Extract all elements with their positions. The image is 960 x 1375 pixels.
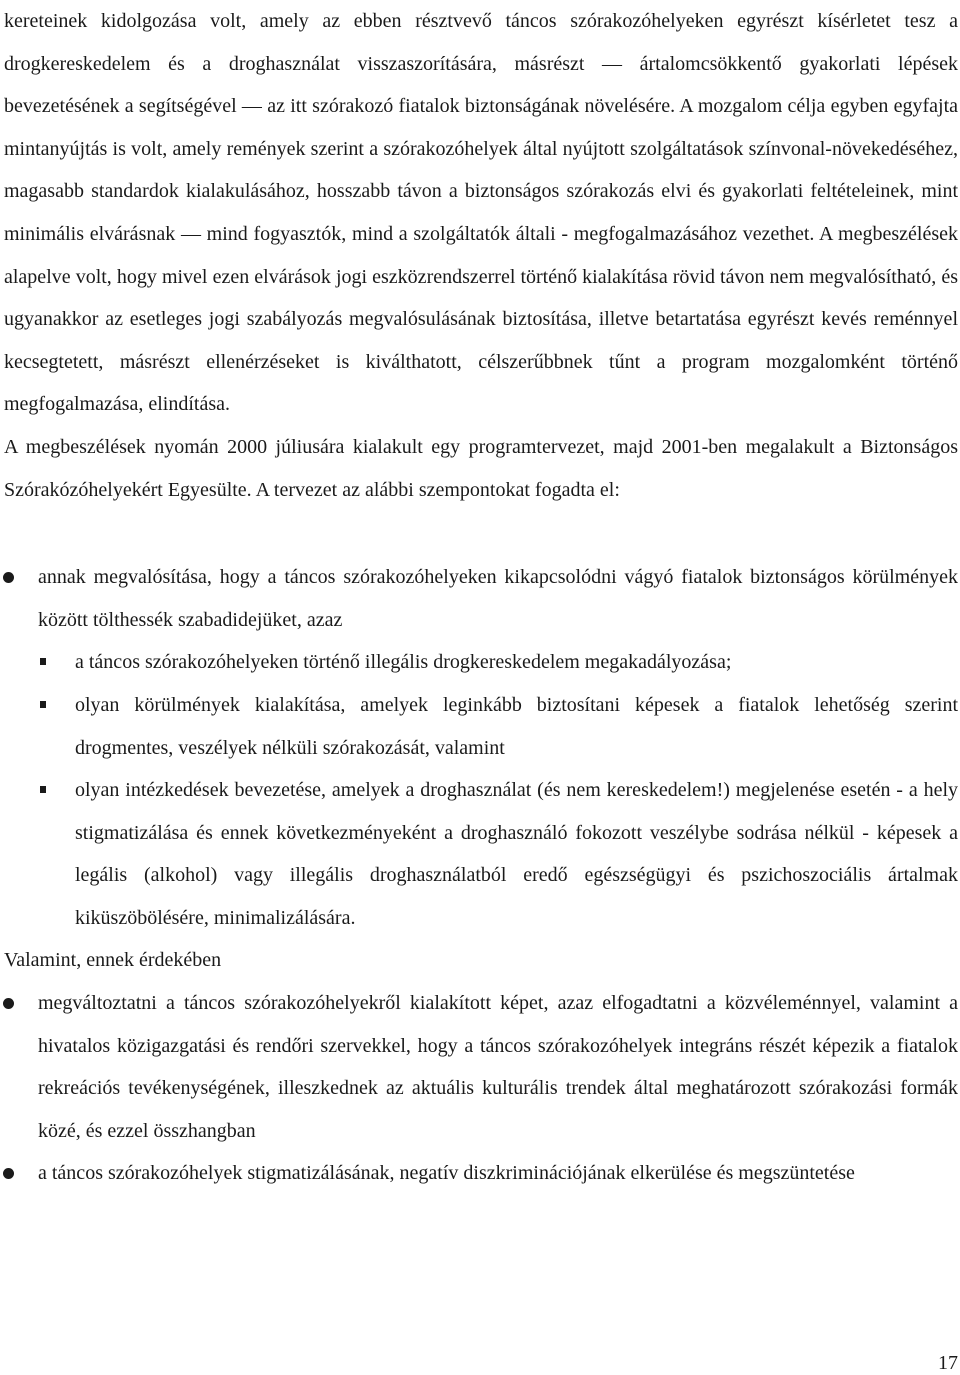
goals-list xyxy=(4,982,958,1195)
list-item-text: a táncos szórakozóhelyek stigmatizálásának, negatív diszkriminációjának elkerülése és megszüntetése xyxy=(38,1162,855,1185)
square-bullet-icon xyxy=(40,786,46,793)
page-number: 17 xyxy=(938,1352,958,1374)
paragraph-program: A megbeszélések nyomán 2000 júliusára kialakult egy programtervezet, majd 2001-ben megalakult a Biztonságos Szórakózóhelyekért Egyesülte. A tervezet az alábbi szempontokat fogadta el: xyxy=(4,435,958,501)
sub-list-item xyxy=(4,684,958,769)
square-bullet-icon xyxy=(40,701,46,708)
list-item xyxy=(4,1152,958,1195)
criteria-list xyxy=(4,556,958,939)
paragraph-intro: kereteinek kidolgozása volt, amely az ebben résztvevő táncos szórakozóhelyeken egyrészt kísérletet tesz a drogkereskedelem és a droghasználat visszaszorítására, másrészt ― ártalomcsökkentő gyakorlati lépések bevezetésének a segítségével ― az itt szórakozó fiatalok biztonságának növelésére. A mozgalom célja egyben egyfajta mintanyújtás is volt, amely remények szerint a szórakozóhelyek által nyújtott szolgáltatások színvonal-növekedéséhez, magasabb standardok kialakulásához, hosszabb távon a biztonságos szórakozás elvi és gyakorlati feltételeinek, mint minimális elvárásnak ― mind fogyasztók, mind a szolgáltatók általi - megfogalmazásához vezethet. A megbeszélések alapelve volt, hogy mivel ezen elvárások jogi eszközrendszerrel történő kialakítása rövid távon nem megvalósítható, és ugyanakkor az esetleges jogi szabályozás megvalósulásának biztosítása, illetve betartatása egyrészt kevés reménnyel kecsegtetett, másrészt ellenérzéseket is kiválthatott, célszerűbbnek tűnt a program mozgalomként történő megfogalmazása, elindítása. xyxy=(4,10,958,416)
bullet-icon xyxy=(3,572,14,583)
sub-list xyxy=(38,641,958,939)
sub-list-item-text: a táncos szórakozóhelyeken történő illegális drogkereskedelem megakadályozása; xyxy=(75,651,732,674)
square-bullet-icon xyxy=(40,658,46,665)
list-item xyxy=(4,982,958,1152)
document-page xyxy=(4,0,958,1195)
sub-list-item xyxy=(4,769,958,939)
bullet-icon xyxy=(3,1168,14,1179)
paragraph-also: Valamint, ennek érdekében xyxy=(4,949,222,972)
sub-list-item-text: olyan körülmények kialakítása, amelyek leginkább biztosítani képesek a fiatalok lehetőség szerint drogmentes, veszélyek nélküli szórakozását, valamint xyxy=(75,693,958,759)
list-item-text: annak megvalósítása, hogy a táncos szórakozóhelyeken kikapcsolódni vágyó fiatalok biztonságos körülmények között tölthessék szabadidejüket, azaz xyxy=(38,566,958,631)
sub-list-item xyxy=(4,641,958,684)
list-item xyxy=(4,556,958,939)
list-item-text: megváltoztatni a táncos szórakozóhelyekről kialakított képet, azaz elfogadtatni a közvéleménnyel, valamint a hivatalos közigazgatási és rendőri szervekkel, hogy a táncos szórakozóhelyek integráns részét képezik a fiatalok rekreációs tevékenységének, illeszkednek az aktuális kulturális trendek által meghatározott szórakozási formák közé, és ezzel összhangban xyxy=(38,992,958,1142)
bullet-icon xyxy=(3,998,14,1009)
sub-list-item-text: olyan intézkedések bevezetése, amelyek a droghasználat (és nem kereskedelem!) megjelenése esetén - a hely stigmatizálása és ennek következményeként a droghasználó fokozott veszélybe sodrása nélkül - képesek a legális (alkohol) vagy illegális droghasználatból eredő egészségügyi és pszichoszociális ártalmak kiküszöbölésére, minimalizálására. xyxy=(75,779,958,929)
